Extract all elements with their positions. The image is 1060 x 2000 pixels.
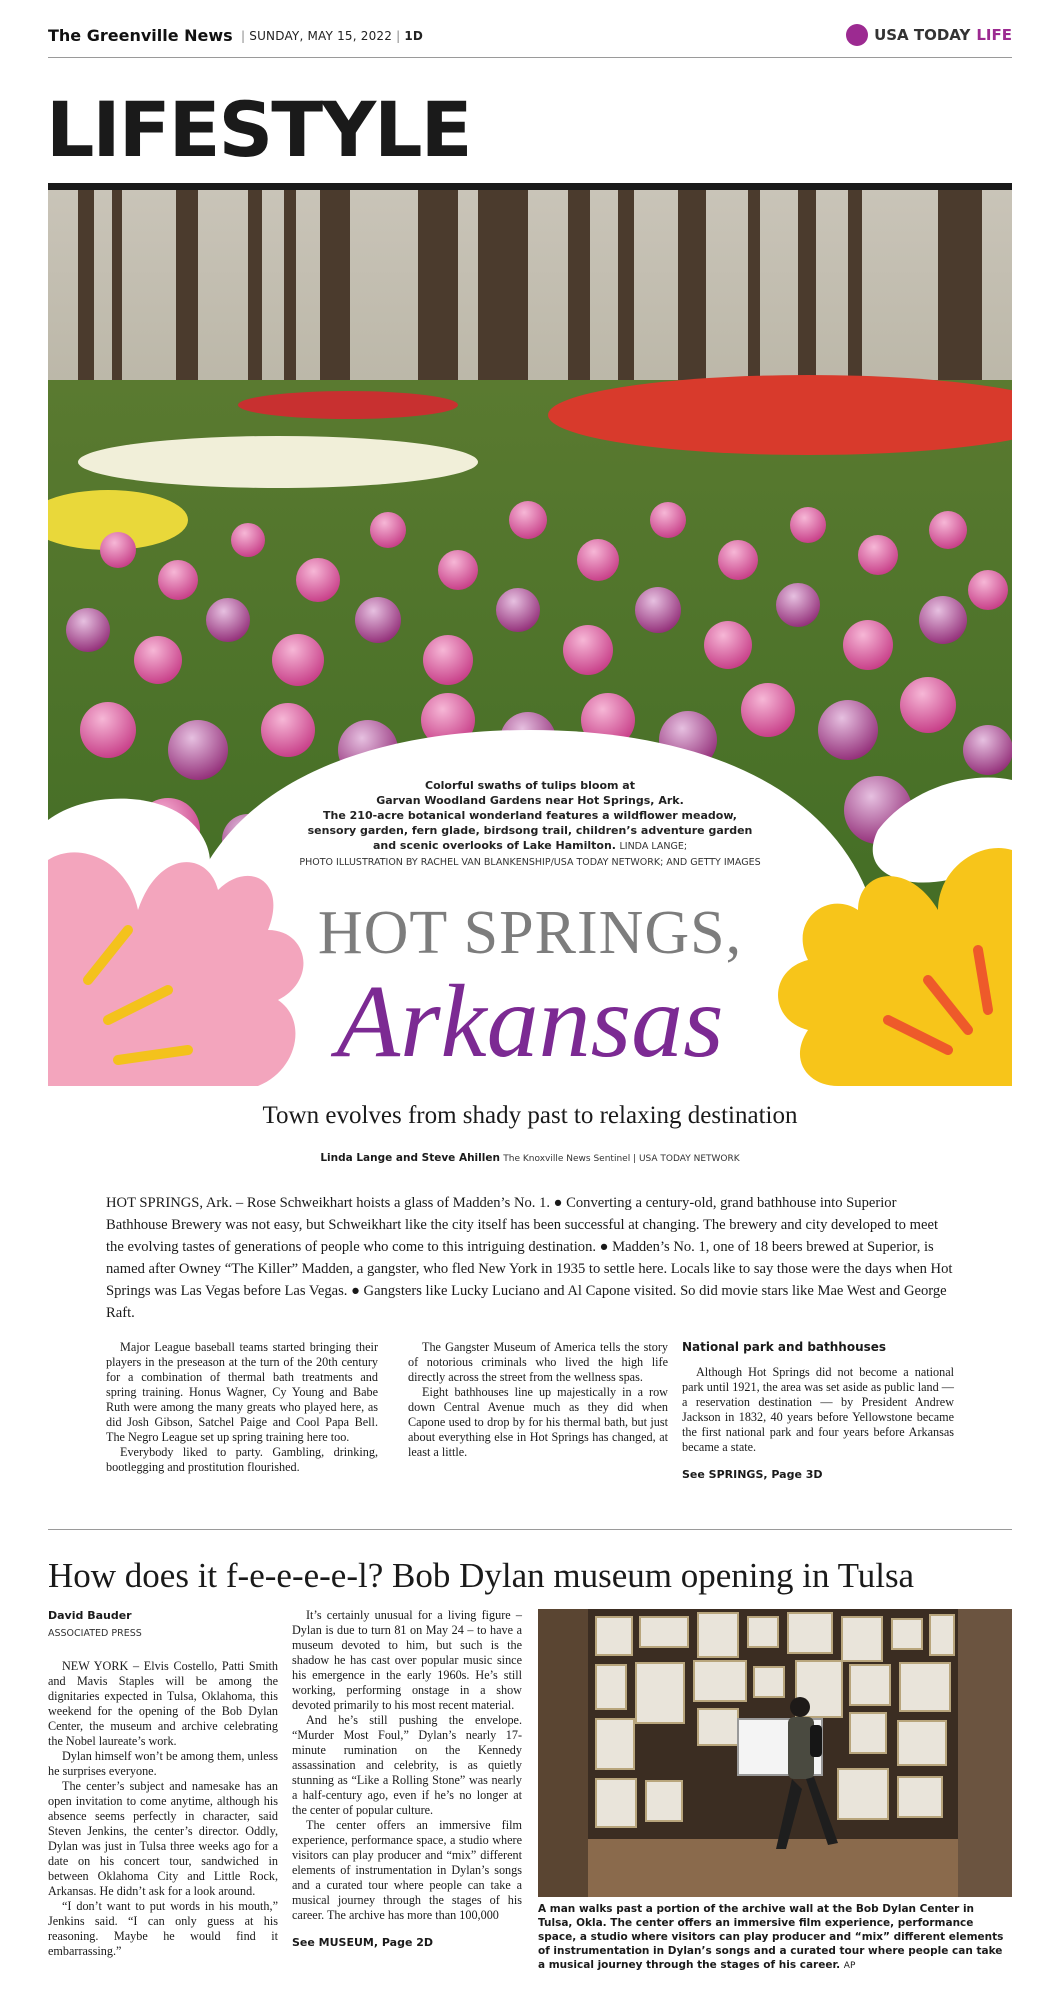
paragraph: Dylan himself won’t be among them, unless he surprises everyone. xyxy=(48,1749,278,1778)
story-divider xyxy=(48,1529,1012,1530)
caption-line-4: sensory garden, fern glade, birdsong trail, children’s adventure garden xyxy=(307,824,753,837)
caption-line-2: Garvan Woodland Gardens near Hot Springs, Ark. xyxy=(376,794,684,807)
jump-line: See MUSEUM, Page 2D xyxy=(292,1936,434,1949)
paragraph: Although Hot Springs did not become a national park until 1921, the area was set aside as public land — a reservation destination — by President Andrew Jackson in 1832, 40 years before Yellowstone became the first national park and four years before Arkansas became a state. xyxy=(682,1365,954,1454)
story-deck: Town evolves from shady past to relaxing destination xyxy=(262,1102,798,1129)
date-text: SUNDAY, MAY 15, 2022 xyxy=(249,29,393,43)
story-column-1 xyxy=(106,1340,378,1475)
dylan-photo-caption xyxy=(538,1902,1012,1973)
byline-author: David Bauder xyxy=(48,1609,132,1622)
usa-today-life-logo xyxy=(846,24,1012,46)
story-column-3 xyxy=(682,1340,954,1482)
paragraph: Eight bathhouses line up majestically in a row down Central Avenue much as they did when Capone used to drop by for his thermal bath, but just about everything else in Hot Springs has changed, at least a little. xyxy=(408,1385,668,1459)
photo-credit-2: PHOTO ILLUSTRATION BY RACHEL VAN BLANKENSHIP/USA TODAY NETWORK; AND GETTY IMAGES xyxy=(299,857,761,868)
caption-line-1: Colorful swaths of tulips bloom at xyxy=(425,779,635,792)
story-lede: HOT SPRINGS, Ark. – Rose Schweikhart hoists a glass of Madden’s No. 1. ● Converting a century-old, grand bathhouse into Superior Bathhouse Brewery was not easy, but Schweikhart like the city itself has been successful at changing. The brewery and city developed to meet the evolving tastes of generations of people who come to this intriguing destination. ● Madden’s No. 1, one of 18 beers brewed at Superior, is named after Owney “The Killer” Madden, a gangster, who fled New York in 1935 to settle here. Locals like to say those were the days when Hot Springs was Las Vegas before Las Vegas. ● Gangsters like Lucky Luciano and Al Capone visited. So did movie stars like Mae West and George Raft. xyxy=(106,1195,953,1321)
edition-date: | SUNDAY, MAY 15, 2022 | 1D xyxy=(241,29,424,43)
dylan-headline: How does it f-e-e-e-e-l? Bob Dylan museum opening in Tulsa xyxy=(48,1556,915,1595)
photo-credit-1: LINDA LANGE; xyxy=(619,841,688,852)
paragraph: The Gangster Museum of America tells the story of notorious criminals who lived the high life directly across the street from the wellness spas. xyxy=(408,1340,668,1384)
paragraph: The center’s subject and namesake has an open invitation to come anytime, although his absence seems perfectly in character, said Steven Jenkins, the center’s director. Oddly, Dylan was just in Tulsa three weeks ago for a date on his concert tour, sandwiched in between Oklahoma City and Little Rock, Arkansas. He didn’t ask for a look around. xyxy=(48,1779,278,1898)
dylan-column-2 xyxy=(292,1608,522,1950)
caption-line-3: The 210-acre botanical wonderland features a wildflower meadow, xyxy=(323,809,737,822)
section-rule xyxy=(48,183,1012,190)
hero-title-hot-springs: HOT SPRINGS, xyxy=(317,899,743,967)
paragraph: Major League baseball teams started bringing their players in the preseason at the turn of the 20th century for a combination of thermal bath treatments and spring training. Honus Wagner, Cy Young and Babe Ruth were among the many greats who played here, as did Josh Gibson, Satchel Paige and Cool Papa Bell. The Negro League set up spring training here too. xyxy=(106,1340,378,1444)
archive-wall-image xyxy=(538,1609,1012,1897)
jump-line: See SPRINGS, Page 3D xyxy=(682,1468,823,1481)
caption-text: A man walks past a portion of the archive wall at the Bob Dylan Center in Tulsa, Okla. The center offers an immersive film experience, performance space, a studio where visitors can play producer and “mix” different elements of instrumentation in Dylan’s songs and a curated tour where people can take a musical journey through the stages of his career. xyxy=(538,1903,1004,1971)
paragraph: Everybody liked to party. Gambling, drinking, bootlegging and prostitution flourished. xyxy=(106,1445,378,1474)
paper-name: The Greenville News xyxy=(48,26,233,45)
hero-photo-illustration xyxy=(48,190,1012,1086)
brand-usa-today: USA TODAY xyxy=(874,26,971,44)
brand-life: LIFE xyxy=(976,26,1012,44)
byline-agency: ASSOCIATED PRESS xyxy=(48,1628,142,1639)
story-column-2 xyxy=(408,1340,668,1460)
page-number: 1D xyxy=(404,29,424,43)
paragraph: It’s certainly unusual for a living figure – Dylan is due to turn 81 on May 24 – to have a museum devoted to him, but such is the shadow he has cast over popular music since his emergence in the early 1960s. He’s still working, performing onstage in a show devoted primarily to his most recent material. xyxy=(292,1608,522,1712)
dylan-center-photo xyxy=(538,1609,1012,1897)
paragraph: “I don’t want to put words in his mouth,” Jenkins said. “I can only guess at his reasoning. Maybe he would find it embarrassing.” xyxy=(48,1899,278,1958)
masthead xyxy=(48,24,1012,58)
byline-authors: Linda Lange and Steve Ahillen xyxy=(320,1152,500,1164)
paragraph: And he’s still pushing the envelope. “Murder Most Foul,” Dylan’s nearly 17-minute rumination on the Kennedy assassination and celebrity, is as quietly stunning as “Like a Rolling Stone” was nearly a half-century ago, even if he’s no longer at the center of popular culture. xyxy=(292,1713,522,1817)
caption-line-5: and scenic overlooks of Lake Hamilton. xyxy=(372,839,616,852)
dylan-column-1 xyxy=(48,1608,278,1959)
story-byline xyxy=(48,1152,1012,1164)
hero-title-arkansas: Arkansas xyxy=(336,964,724,1079)
subhead: National park and bathhouses xyxy=(682,1340,887,1354)
byline-org: The Knoxville News Sentinel | USA TODAY NETWORK xyxy=(503,1154,740,1164)
paragraph: NEW YORK – Elvis Costello, Patti Smith and Mavis Staples will be among the dignitaries expected in Tulsa, Oklahoma, this weekend for the opening of the Bob Dylan Center, the museum and archive celebrating the Nobel laureate’s work. xyxy=(48,1659,278,1748)
hero-caption xyxy=(278,778,782,870)
paragraph: The center offers an immersive film experience, performance space, a studio where visitors can play producer and “mix” different elements of instrumentation in Dylan’s songs and a curated tour where people can take a musical journey through the stages of his career. The archive has more than 100,000 xyxy=(292,1818,522,1922)
caption-credit: AP xyxy=(843,1961,856,1971)
usa-today-dot-icon xyxy=(846,24,868,46)
section-title: LIFESTYLE xyxy=(46,85,471,174)
